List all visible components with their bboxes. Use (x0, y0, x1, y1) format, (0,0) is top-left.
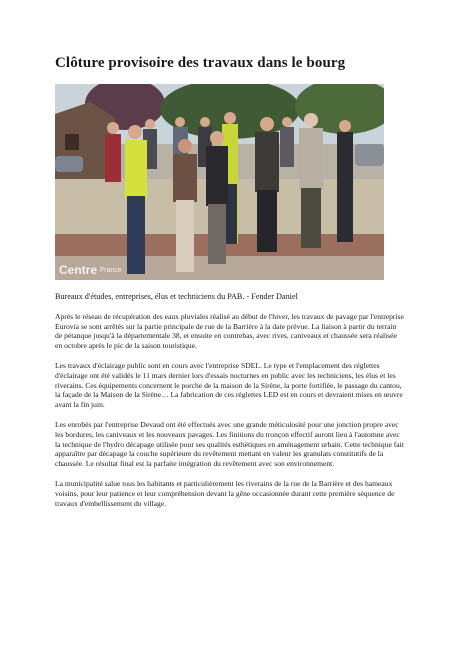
article-title: Clôture provisoire des travaux dans le bourg (55, 55, 346, 71)
article-paragraph: Les enrobés par l'entreprise Devaud ont été effectués avec une grande méticulosité pour une jonction propre avec les bordures, les caniveaux et les nouveaux pavages. Les finitions du tronçon effectif auront lieu à l'automne avec la technique de l'hydro décapage utilisée pour ses qualités esthétiques en aménagement urbain. Cette technique fait apparaître par décapage la couche supérieure du revêtement mettant en valeur les granulats constitutifs de la chaussée. Le résultat final est la parfaite intégration du revêtement avec son environnement. (55, 420, 404, 468)
photo-caption: Bureaux d'études, entreprises, élus et techniciens du PAB. - Fender Daniel (55, 292, 298, 301)
article-photo (55, 84, 384, 280)
group-photo-illustration (55, 84, 384, 280)
article-paragraph: Après le réseau de récupération des eaux pluviales réalisé au début de l'hiver, les travaux de pavage par l'entreprise Eurovia se sont arrêtés sur la partie principale de rue de la Barrière à la date prévue. La liaison à partir du terrain de pétanque jusqu'à la départementale 38, et ensuite en contrebas, avec rives, caniveaux et chaussée sera réalisée en octobre après le pic de la saison touristique. (55, 312, 404, 350)
watermark-sub: France (100, 266, 122, 274)
photo-watermark (59, 263, 122, 277)
article-paragraph: La municipalité salue tous les habitants et particulièrement les riverains de la rue de la Barrière et des hameaux voisins, pour leur patience et leur compréhension devant la gêne occasionnée durant cette première séquence de travaux d'embellissement du village. (55, 479, 395, 508)
watermark-logo: Centre (59, 263, 98, 277)
article-paragraph: Les travaux d'éclairage public sont en cours avec l'entreprise SDEL. Le type et l'emplacement des réglettes d'éclairage ont été validés le 11 mars dernier lors d'essais nocturnes en public avec les techniciens, les élus et les riverains. Ces équipements concernent le porche de la maison de la Sirène, la porte fortifiée, le passage du cantou, la façade de la Maison de la Sirène… La fabrication de ces réglettes LED est en cours et devraient mises en œuvre avant la fin juin. (55, 361, 403, 409)
article-body (55, 312, 405, 519)
